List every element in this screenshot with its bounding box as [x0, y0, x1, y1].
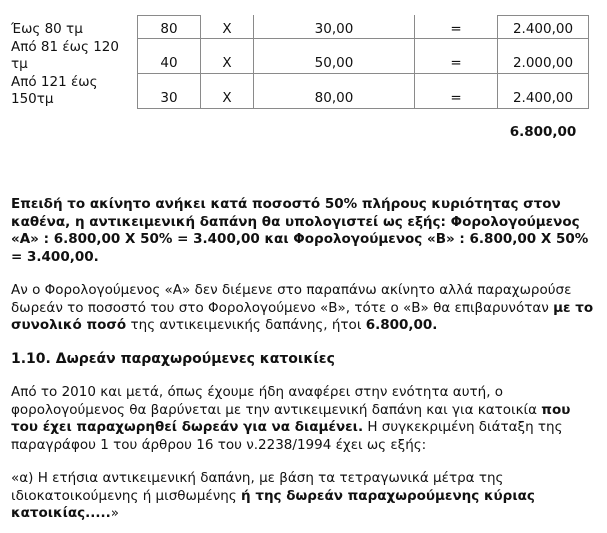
multiply-cell: X — [222, 21, 232, 37]
quoted-law — [11, 470, 601, 523]
emphasis: 6.800,00. — [365, 317, 438, 333]
equals-cell: = — [450, 55, 462, 71]
table-border — [137, 73, 589, 74]
table-border — [497, 15, 589, 16]
row-label: τμ — [11, 56, 28, 72]
row-label: 150τμ — [11, 91, 54, 107]
text: » — [110, 505, 120, 521]
text: της αντικειμενικής δαπάνης, ήτοι — [126, 317, 366, 333]
section-heading: 1.10. Δωρεάν παραχωρούμενες κατοικίες — [11, 351, 335, 367]
sqm-cell: 80 — [160, 21, 178, 37]
equals-cell: = — [450, 90, 462, 106]
equals-cell: = — [450, 21, 462, 37]
row-label: Έως 80 τμ — [11, 21, 83, 37]
multiply-cell: X — [222, 90, 232, 106]
rate-cell: 50,00 — [314, 55, 354, 71]
result-cell: 2.400,00 — [512, 90, 574, 106]
sqm-cell: 30 — [160, 90, 178, 106]
row-label: Από 81 έως 120 — [11, 39, 119, 55]
text: Από το 2010 και μετά, όπως έχουμε ήδη αναφέρει στην ενότητα αυτή, ο φορολογούμενος θα βαρύνεται με την αντικειμενική δαπάνη και για κατοικία — [11, 384, 542, 418]
emphasis: ή της δωρεάν παραχωρούμενης κύριας κατοικίας..... — [11, 487, 535, 521]
sqm-cell: 40 — [160, 55, 178, 71]
paragraph-provision — [11, 384, 601, 454]
paragraph-example — [11, 282, 601, 335]
emphasis: που του έχει παραχωρηθεί δωρεάν για να διαμένει. — [11, 401, 571, 435]
table-border — [137, 108, 589, 109]
result-cell: 2.000,00 — [512, 55, 574, 71]
row-label: Από 121 έως — [11, 74, 98, 90]
table-border — [137, 38, 589, 39]
result-cell: 2.400,00 — [512, 21, 574, 37]
text: Αν ο Φορολογούμενος «Α» δεν διέμενε στο παραπάνω ακίνητο αλλά παραχωρούσε δωρεάν το ποσοστό του στο Φορολογούμενο «Β», τότε ο «Β» θα επιβαρυνόταν — [11, 282, 572, 316]
emphasis: με το συνολικό ποσό — [11, 299, 594, 333]
text: «α) Η ετήσια αντικειμενική δαπάνη, με βάση τα τετραγωνικά μέτρα της ιδιοκατοικούμενης ή μισθωμένης — [11, 470, 504, 504]
rate-cell: 80,00 — [314, 90, 354, 106]
total-value: 6.800,00 — [509, 124, 577, 140]
rate-cell: 30,00 — [314, 21, 354, 37]
text: Η συγκεκριμένη διάταξη της παραγράφου 1 του άρθρου 16 του ν.2238/1994 έχει ως εξής: — [11, 419, 563, 453]
multiply-cell: X — [222, 55, 232, 71]
table-border — [588, 15, 589, 109]
paragraph-calculation: Επειδή το ακίνητο ανήκει κατά ποσοστό 50% πλήρους κυριότητας στον καθένα, η αντικειμενική δαπάνη θα υπολογιστεί ως εξής: Φορολογούμενος «Α» : 6.800,00 Χ 50% = 3.400,00 και Φορολογούμενος «Β» : 6.800,00 Χ 50% = 3.400,00. — [11, 196, 589, 265]
table-border — [137, 15, 201, 16]
